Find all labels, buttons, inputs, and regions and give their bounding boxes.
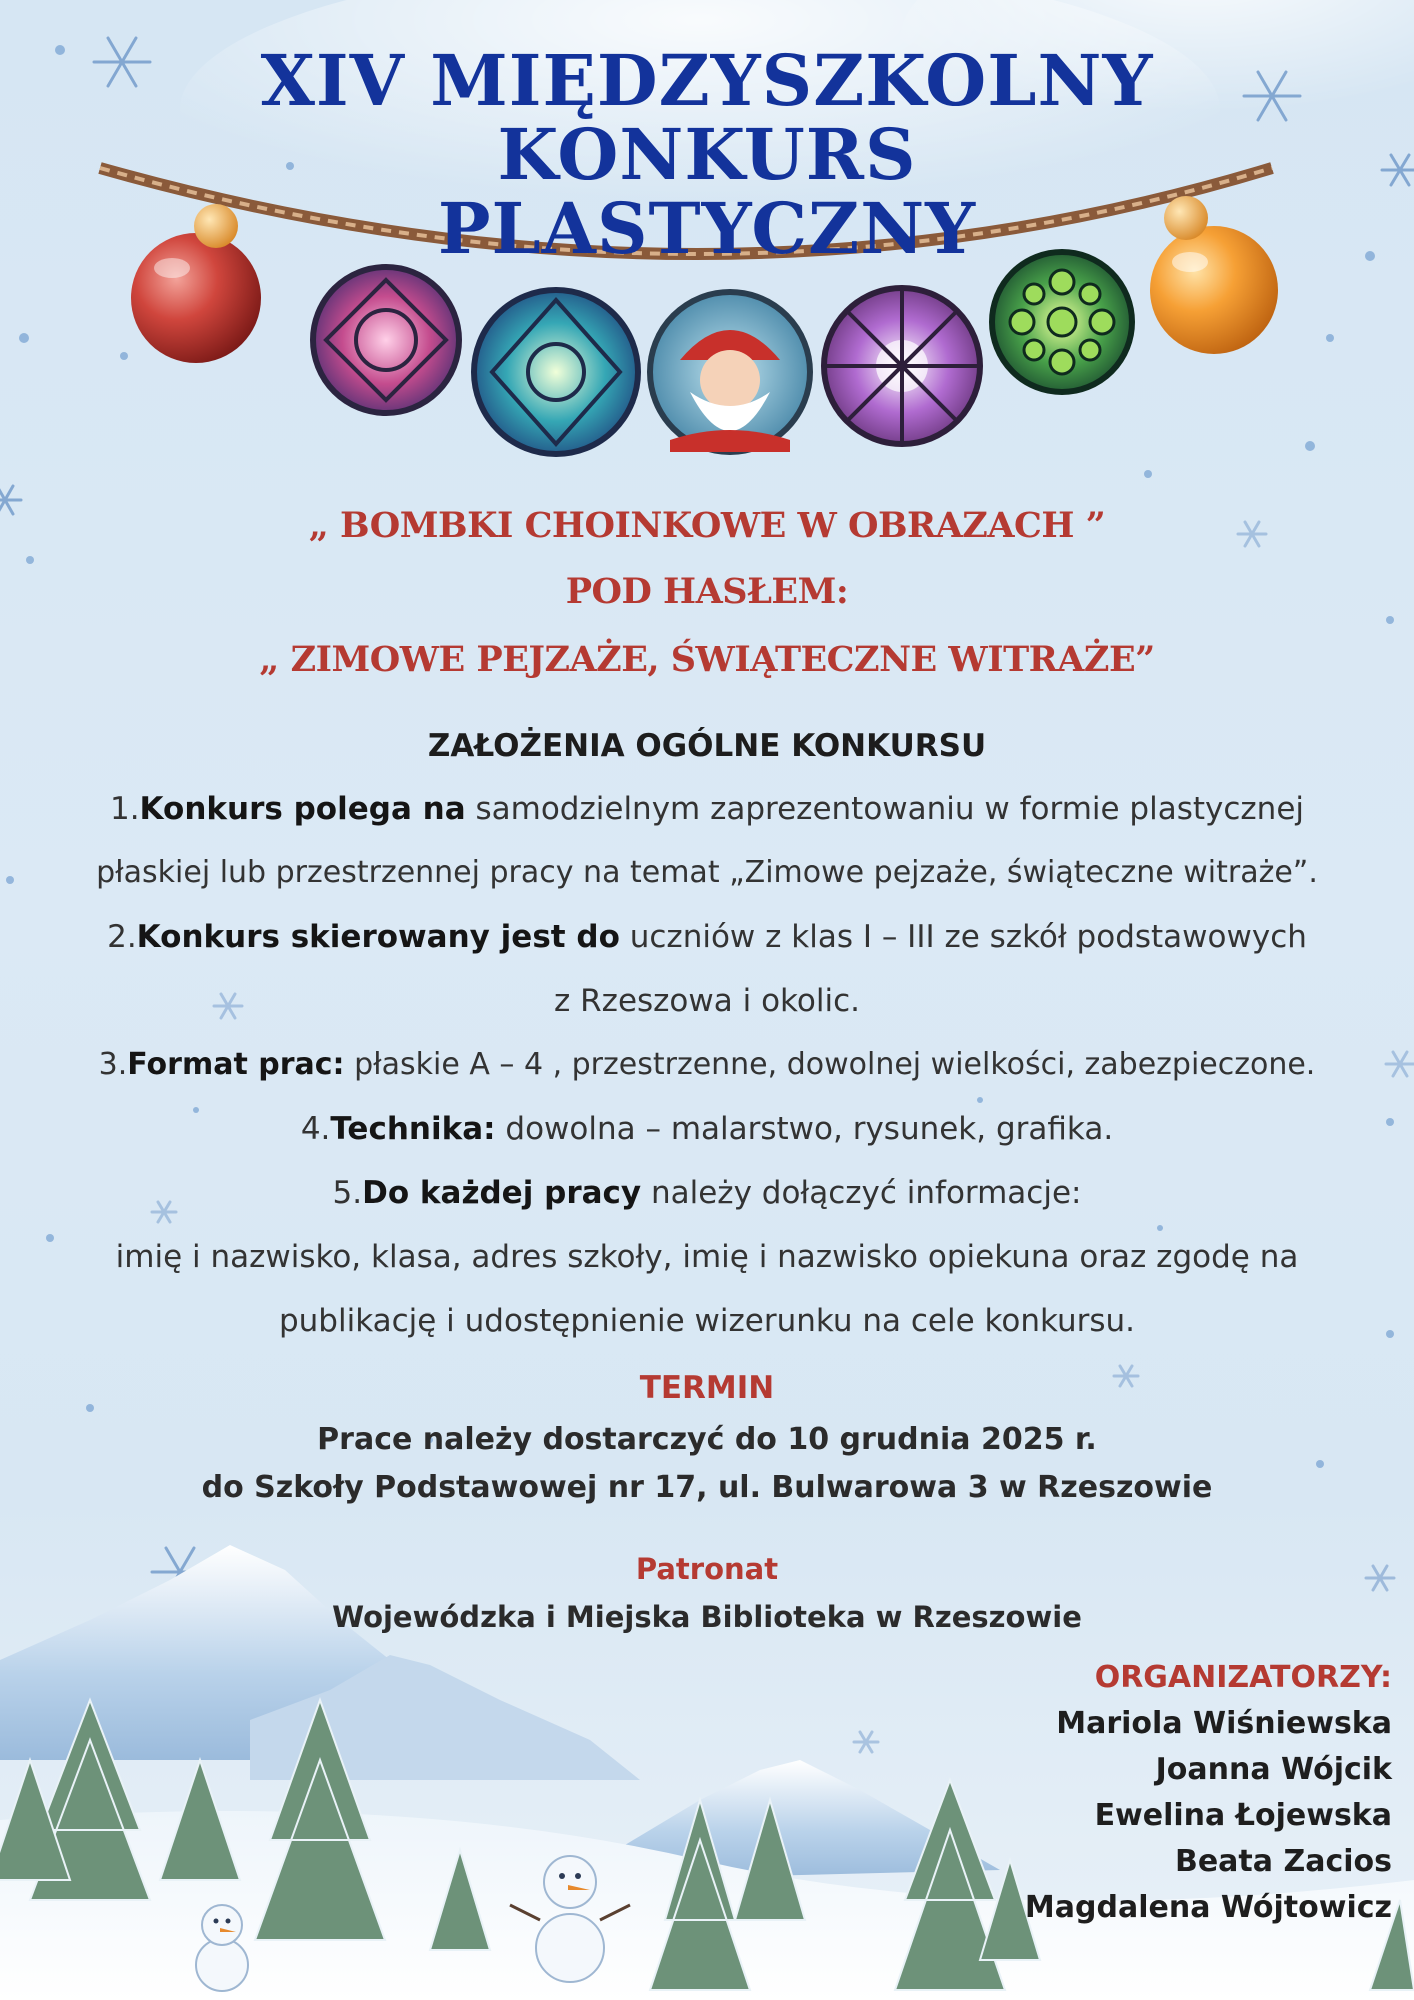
rule-5-text: należy dołączyć informacje: <box>641 1175 1082 1211</box>
slogan-line-1: „ BOMBKI CHOINKOWE W OBRAZACH ” <box>308 505 1106 546</box>
rule-5-number: 5. <box>332 1175 363 1211</box>
title-line-3: PLASTYCZNY <box>437 187 977 270</box>
christmas-bauble-icon <box>824 288 980 444</box>
rule-3-number: 3. <box>98 1047 128 1082</box>
patronat-heading: Patronat <box>635 1552 779 1586</box>
rule-2 <box>0 920 1414 956</box>
rule-1-line-2: płaskiej lub przestrzennej pracy na temat „Zimowe pejzaże, świąteczne witraże”. <box>96 855 1318 890</box>
rule-3-text: płaskie A – 4 , przestrzenne, dowolnej wielkości, zabezpieczone. <box>344 1047 1316 1082</box>
organizer-name: Beata Zacios <box>1174 1844 1392 1879</box>
rule-1-text: samodzielnym zaprezentowaniu w formie plastycznej <box>465 791 1305 827</box>
termin-heading: TERMIN <box>639 1370 775 1406</box>
title-line-1: XIV MIĘDZYSZKOLNY <box>260 39 1154 122</box>
slogan-line-3: „ ZIMOWE PEJZAŻE, ŚWIĄTECZNE WITRAŻE” <box>259 639 1155 680</box>
rule-2-text: uczniów z klas I – III ze szkół podstawowych <box>619 919 1307 955</box>
rule-1-number: 1. <box>109 791 140 827</box>
title-line-2: KONKURS <box>497 113 917 196</box>
rule-3 <box>0 1048 1414 1083</box>
rule-5-bold: Do każdej pracy <box>362 1175 642 1211</box>
rule-2-number: 2. <box>107 919 137 955</box>
organizers-heading: ORGANIZATORZY: <box>1094 1660 1392 1695</box>
snowman-icon <box>196 1905 248 1991</box>
rule-2-bold: Konkurs skierowany jest do <box>136 919 620 955</box>
organizer-name: Mariola Wiśniewska <box>1056 1706 1392 1741</box>
rule-4 <box>0 1112 1414 1148</box>
christmas-bauble-icon <box>474 290 638 454</box>
rule-5 <box>0 1176 1414 1212</box>
rule-4-bold: Technika: <box>330 1111 496 1147</box>
organizer-name: Ewelina Łojewska <box>1094 1798 1392 1833</box>
rule-4-text: dowolna – malarstwo, rysunek, grafika. <box>495 1111 1114 1147</box>
rule-1 <box>0 792 1414 828</box>
rule-3-bold: Format prac: <box>127 1047 345 1082</box>
rule-5-line-2: imię i nazwisko, klasa, adres szkoły, imię i nazwisko opiekuna oraz zgodę na <box>115 1239 1299 1275</box>
rule-1-bold: Konkurs polega na <box>139 791 466 827</box>
patronat-text: Wojewódzka i Miejska Biblioteka w Rzeszowie <box>332 1600 1082 1634</box>
organizer-name: Magdalena Wójtowicz <box>1024 1890 1392 1925</box>
rule-5-line-3: publikację i udostępnienie wizerunku na cele konkursu. <box>278 1303 1136 1339</box>
termin-line-1: Prace należy dostarczyć do 10 grudnia 2025 r. <box>317 1422 1097 1457</box>
organizer-name: Joanna Wójcik <box>1155 1752 1392 1787</box>
rule-4-number: 4. <box>300 1111 331 1147</box>
rule-2-line-2: z Rzeszowa i okolic. <box>554 983 860 1019</box>
rules-heading: ZAŁOŻENIA OGÓLNE KONKURSU <box>427 728 987 764</box>
christmas-bauble-icon <box>313 267 459 413</box>
slogan-line-2: POD HASŁEM: <box>565 571 849 612</box>
termin-line-2: do Szkoły Podstawowej nr 17, ul. Bulwarowa 3 w Rzeszowie <box>201 1470 1213 1505</box>
christmas-bauble-icon <box>992 252 1132 392</box>
santa-claus-icon <box>650 292 810 452</box>
